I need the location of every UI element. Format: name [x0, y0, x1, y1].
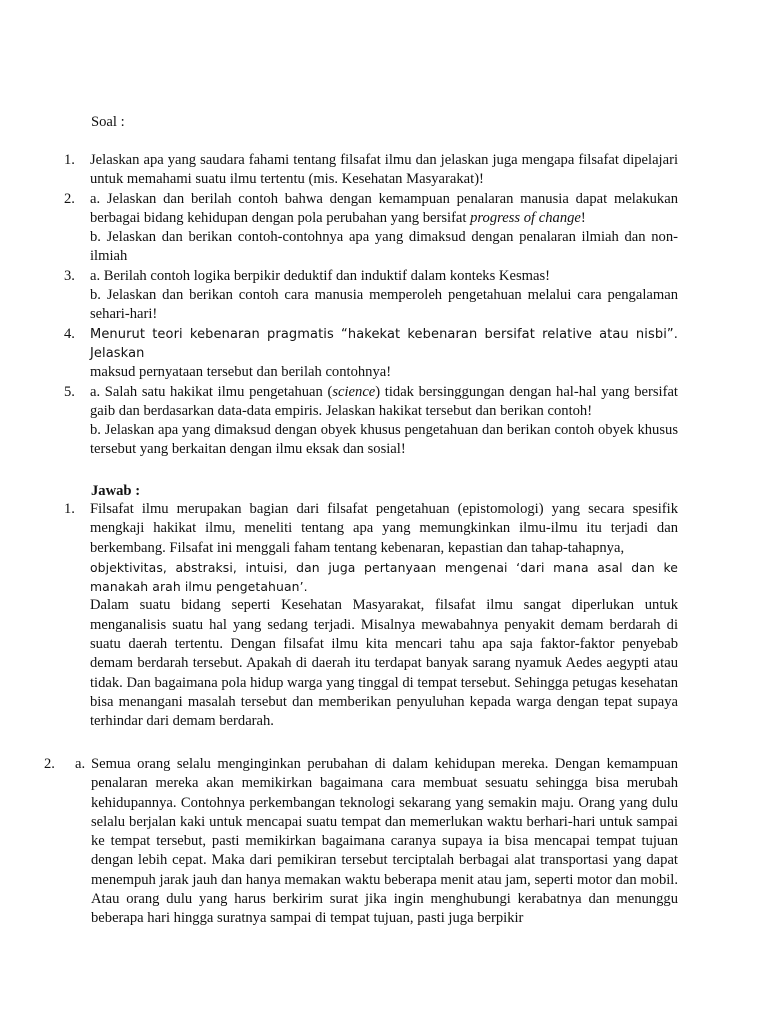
question-text: [90, 383, 678, 422]
answer-text: Filsafat ilmu merupakan bagian dari filsafat pengetahuan (epistomologi) yang secara spesifik mengkaji hakikat ilmu, meneliti tentang apa yang memungkinkan ilmu-ilmu itu terjadi dan berkembang. Filsafat ini menggali faham tentang kebenaran, kepastian dan tahap-tahapnya,: [90, 501, 678, 556]
question-2: [64, 190, 678, 267]
question-3: [64, 267, 678, 325]
question-5: [64, 383, 678, 460]
answer-2-text: Semua orang selalu menginginkan perubahan di dalam kehidupan mereka. Dengan kemampuan penalaran mereka akan memikirkan bagaimana cara membuat sesuatu sehingga bisa merubah kehidupannya. Contohnya perkembangan teknologi sekarang yang semakin maju. Orang yang dulu selalu berjalan kaki untuk mencapai suatu tempat dan memerlukan waktu berhari-hari untuk sampai ke tempat tersebut, pasti memikirkan bagaimana caranya supaya ia bisa mencapai tempat tujuan dengan lebih cepat. Maka dari pemikiran tersebut terciptalah berbagai alat transportasi yang dapat menempuh jarak jauh dan hanya memakan waktu beberapa menit atau jam, seperti motor dan mobil. Atau orang dulu yang harus berkirim surat jika ingin menghubungi kerabatnya dan menunggu beberapa hari hingga suratnya sampai di tempat tujuan, pasti juga berpikir: [91, 756, 678, 927]
answer-text-sans: objektivitas, abstraksi, intuisi, dan juga pertanyaan mengenai ‘dari mana asal dan ke manakah arah ilmu pengetahuan’.: [90, 559, 678, 595]
question-text: maksud pernyataan tersebut dan berilah contohnya!: [90, 364, 392, 381]
question-text: Menurut teori kebenaran pragmatis “hakekat kebenaran bersifat relative atau nisbi”. Jelaskan: [90, 326, 678, 361]
question-2a-end: !: [580, 209, 586, 226]
question-5a-italic: science: [332, 383, 376, 400]
question-text: a. Berilah contoh logika berpikir deduktif dan induktif dalam konteks Kesmas!: [90, 267, 550, 284]
answer-2: [44, 755, 678, 929]
question-4: [64, 325, 678, 383]
answer-number: 2.: [44, 756, 55, 772]
question-text: Jelaskan apa yang saudara fahami tentang filsafat ilmu dan jelaskan juga mengapa filsafat dipelajari untuk memahami suatu ilmu tertentu (mis. Kesehatan Masyarakat)!: [90, 152, 678, 188]
question-5a-text: a. Salah satu hakikat ilmu pengetahuan (: [90, 383, 333, 400]
question-number: 4.: [64, 325, 75, 342]
answer-number: 1.: [64, 501, 75, 517]
soal-heading: Soal :: [91, 114, 125, 130]
jawab-heading: Jawab :: [91, 483, 141, 499]
question-2a-italic: progress of change: [470, 209, 581, 226]
question-text: b. Jelaskan dan berikan contoh cara manusia memperoleh pengetahuan melalui cara pengalaman sehari-hari!: [90, 287, 678, 323]
question-1: [64, 151, 678, 190]
question-text: [90, 190, 678, 229]
question-number: 3.: [64, 267, 75, 284]
answer-text: Dalam suatu bidang seperti Kesehatan Masyarakat, filsafat ilmu sangat diperlukan untuk menganalisis suatu hal yang sedang terjadi. Misalnya mewabahnya penyakit demam berdarah di suatu daerah tertentu. Dengan filsafat ilmu kita mencari tahu apa saja faktor-faktor penyebab demam berdarah tersebut. Apakah di daerah itu terdapat banyak sarang nyamuk Aedes aegypti atau tidak. Dan bagaimana pola hidup warga yang tinggal di tempat tersebut. Sehingga petugas kesehatan bisa menangani masalah tersebut dan memberikan penyuluhan kepada warga dengan tepat supaya terhindar dari demam berdarah.: [90, 597, 678, 730]
question-5a-end: ) tidak bersinggungan dengan hal-hal yang bersifat gaib dan berdasarkan data-data empiris. Jelaskan hakikat tersebut dan berikan contoh!: [90, 383, 678, 419]
question-text: b. Jelaskan dan berikan contoh-contohnya apa yang dimaksud dengan penalaran ilmiah dan non-ilmiah: [90, 229, 678, 265]
question-text: b. Jelaskan apa yang dimaksud dengan obyek khusus pengetahuan dan berikan contoh obyek khusus tersebut yang berkaitan dengan ilmu eksak dan sosial!: [90, 422, 678, 458]
answer-text: [75, 755, 678, 929]
question-number: 5.: [64, 383, 75, 400]
answer-1: [64, 500, 678, 732]
question-2a-text: a. Jelaskan dan berilah contoh bahwa dengan kemampuan penalaran manusia dapat melakukan berbagai bidang kehidupan dengan pola perubahan yang bersifat: [90, 190, 678, 226]
question-number: 2.: [64, 190, 75, 207]
answer-2-body: [75, 755, 678, 929]
answer-2-label: a.: [75, 756, 86, 772]
question-list: [64, 151, 678, 460]
question-number: 1.: [64, 152, 75, 168]
answer-list: [64, 500, 678, 732]
